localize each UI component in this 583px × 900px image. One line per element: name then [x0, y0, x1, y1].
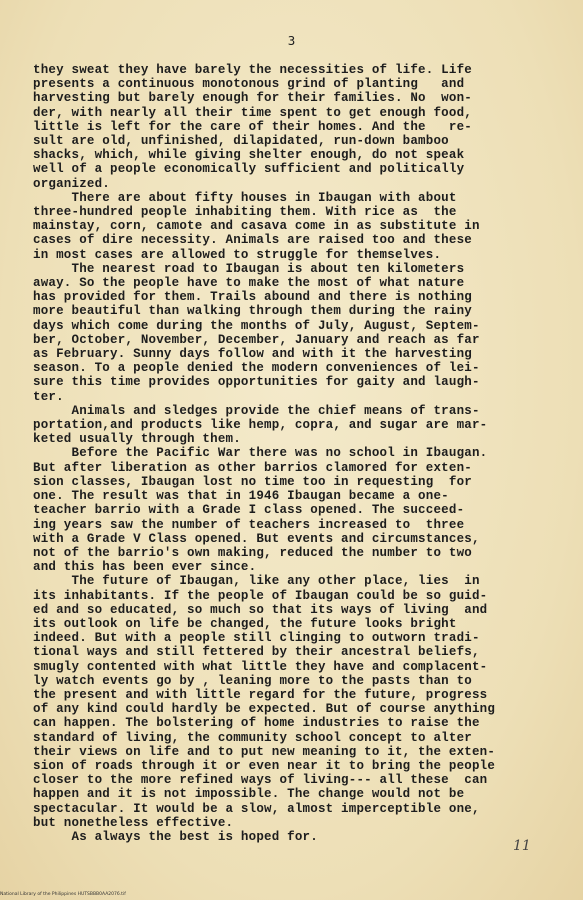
- text-line: harvesting but barely enough for their families. No won-: [33, 91, 472, 106]
- text-line: shacks, which, while giving shelter enough, do not speak: [33, 148, 465, 163]
- text-line: But after liberation as other barrios clamored for exten-: [33, 460, 472, 475]
- text-line: of any kind could hardly be expected. But of course anything: [33, 702, 496, 717]
- text-line: The nearest road to Ibaugan is about ten kilometers: [33, 261, 465, 276]
- page-number: 3: [287, 33, 296, 48]
- handwritten-margin-mark: 11: [513, 838, 531, 854]
- text-line: in most cases are allowed to struggle for themselves.: [33, 247, 442, 262]
- document-body: [33, 63, 553, 844]
- text-line: not of the barrio's own making, reduced the number to two: [33, 545, 472, 560]
- text-line: but nonetheless effective.: [33, 815, 234, 830]
- text-line: and this has been ever since.: [33, 560, 257, 575]
- text-line: one. The result was that in 1946 Ibaugan became a one-: [33, 489, 449, 504]
- text-line: As always the best is hoped for.: [33, 829, 318, 844]
- text-line: ter.: [33, 389, 64, 404]
- text-line: has provided for them. Trails abound and there is nothing: [33, 290, 472, 305]
- text-line: teacher barrio with a Grade I class opened. The succeed-: [33, 503, 465, 518]
- text-line: away. So the people have to make the most of what nature: [33, 276, 465, 291]
- text-line: standard of living, the community school concept to alter: [33, 730, 472, 745]
- text-line: little is left for the care of their homes. And the re-: [33, 119, 472, 134]
- text-line: its inhabitants. If the people of Ibaugan could be so guid-: [33, 588, 488, 603]
- text-line: the present and with little regard for the future, progress: [33, 687, 488, 702]
- text-line: cases of dire necessity. Animals are raised too and these: [33, 233, 472, 248]
- text-line: closer to the more refined ways of living--- all these can: [33, 773, 488, 788]
- text-line: more beautiful than walking through them during the rainy: [33, 304, 472, 319]
- text-line: as February. Sunny days follow and with it the harvesting: [33, 347, 472, 362]
- text-line: Animals and sledges provide the chief means of trans-: [33, 403, 480, 418]
- text-line: There are about fifty houses in Ibaugan with about: [33, 190, 457, 205]
- text-line: three-hundred people inhabiting them. With rice as the: [33, 205, 457, 220]
- text-line: can happen. The bolstering of home industries to raise the: [33, 716, 480, 731]
- text-line: ing years saw the number of teachers increased to three: [33, 517, 465, 532]
- text-line: well of a people economically sufficient and politically: [33, 162, 465, 177]
- text-line: its outlook on life be changed, the future looks bright: [33, 616, 457, 631]
- text-line: smugly contented with what little they have and complacent-: [33, 659, 488, 674]
- text-line: sure this time provides opportunities for gaity and laugh-: [33, 375, 480, 390]
- text-line: they sweat they have barely the necessities of life. Life: [33, 63, 472, 77]
- text-line: their views on life and to put new meaning to it, the exten-: [33, 744, 496, 759]
- text-line: portation,and products like hemp, copra, and sugar are mar-: [33, 418, 488, 433]
- text-line: sion classes, Ibaugan lost no time too in requesting for: [33, 474, 472, 489]
- text-line: indeed. But with a people still clinging to outworn tradi-: [33, 631, 480, 646]
- text-line: season. To a people denied the modern conveniences of lei-: [33, 361, 480, 376]
- text-line: sion of roads through it or even near it to bring the people: [33, 758, 496, 773]
- text-line: tional ways and still fettered by their ancestral beliefs,: [33, 645, 480, 660]
- text-line: with a Grade V Class opened. But events and circumstances,: [33, 531, 480, 546]
- text-line: sult are old, unfinished, dilapidated, run-down bamboo: [33, 134, 449, 149]
- text-line: spectacular. It would be a slow, almost imperceptible one,: [33, 801, 480, 816]
- text-line: Before the Pacific War there was no school in Ibaugan.: [33, 446, 488, 461]
- text-line: der, with nearly all their time spent to get enough food,: [33, 105, 472, 120]
- text-line: keted usually through them.: [33, 432, 241, 447]
- text-line: The future of Ibaugan, like any other place, lies in: [33, 574, 480, 589]
- text-line: presents a continuous monotonous grind of planting and: [33, 77, 465, 92]
- text-line: ber, October, November, December, January and reach as far: [33, 332, 480, 347]
- text-line: organized.: [33, 176, 111, 191]
- text-line: happen and it is not impossible. The change would not be: [33, 787, 465, 802]
- text-line: mainstay, corn, camote and casava come in as substitute in: [33, 219, 480, 234]
- text-line: days which come during the months of July, August, Septem-: [33, 318, 480, 333]
- text-line: ed and so educated, so much so that its ways of living and: [33, 602, 488, 617]
- text-line: ly watch events go by , leaning more to the pasts than to: [33, 673, 472, 688]
- archive-footer: National Library of the Philippines HUTSBBB0AA2076.tif: [0, 892, 126, 897]
